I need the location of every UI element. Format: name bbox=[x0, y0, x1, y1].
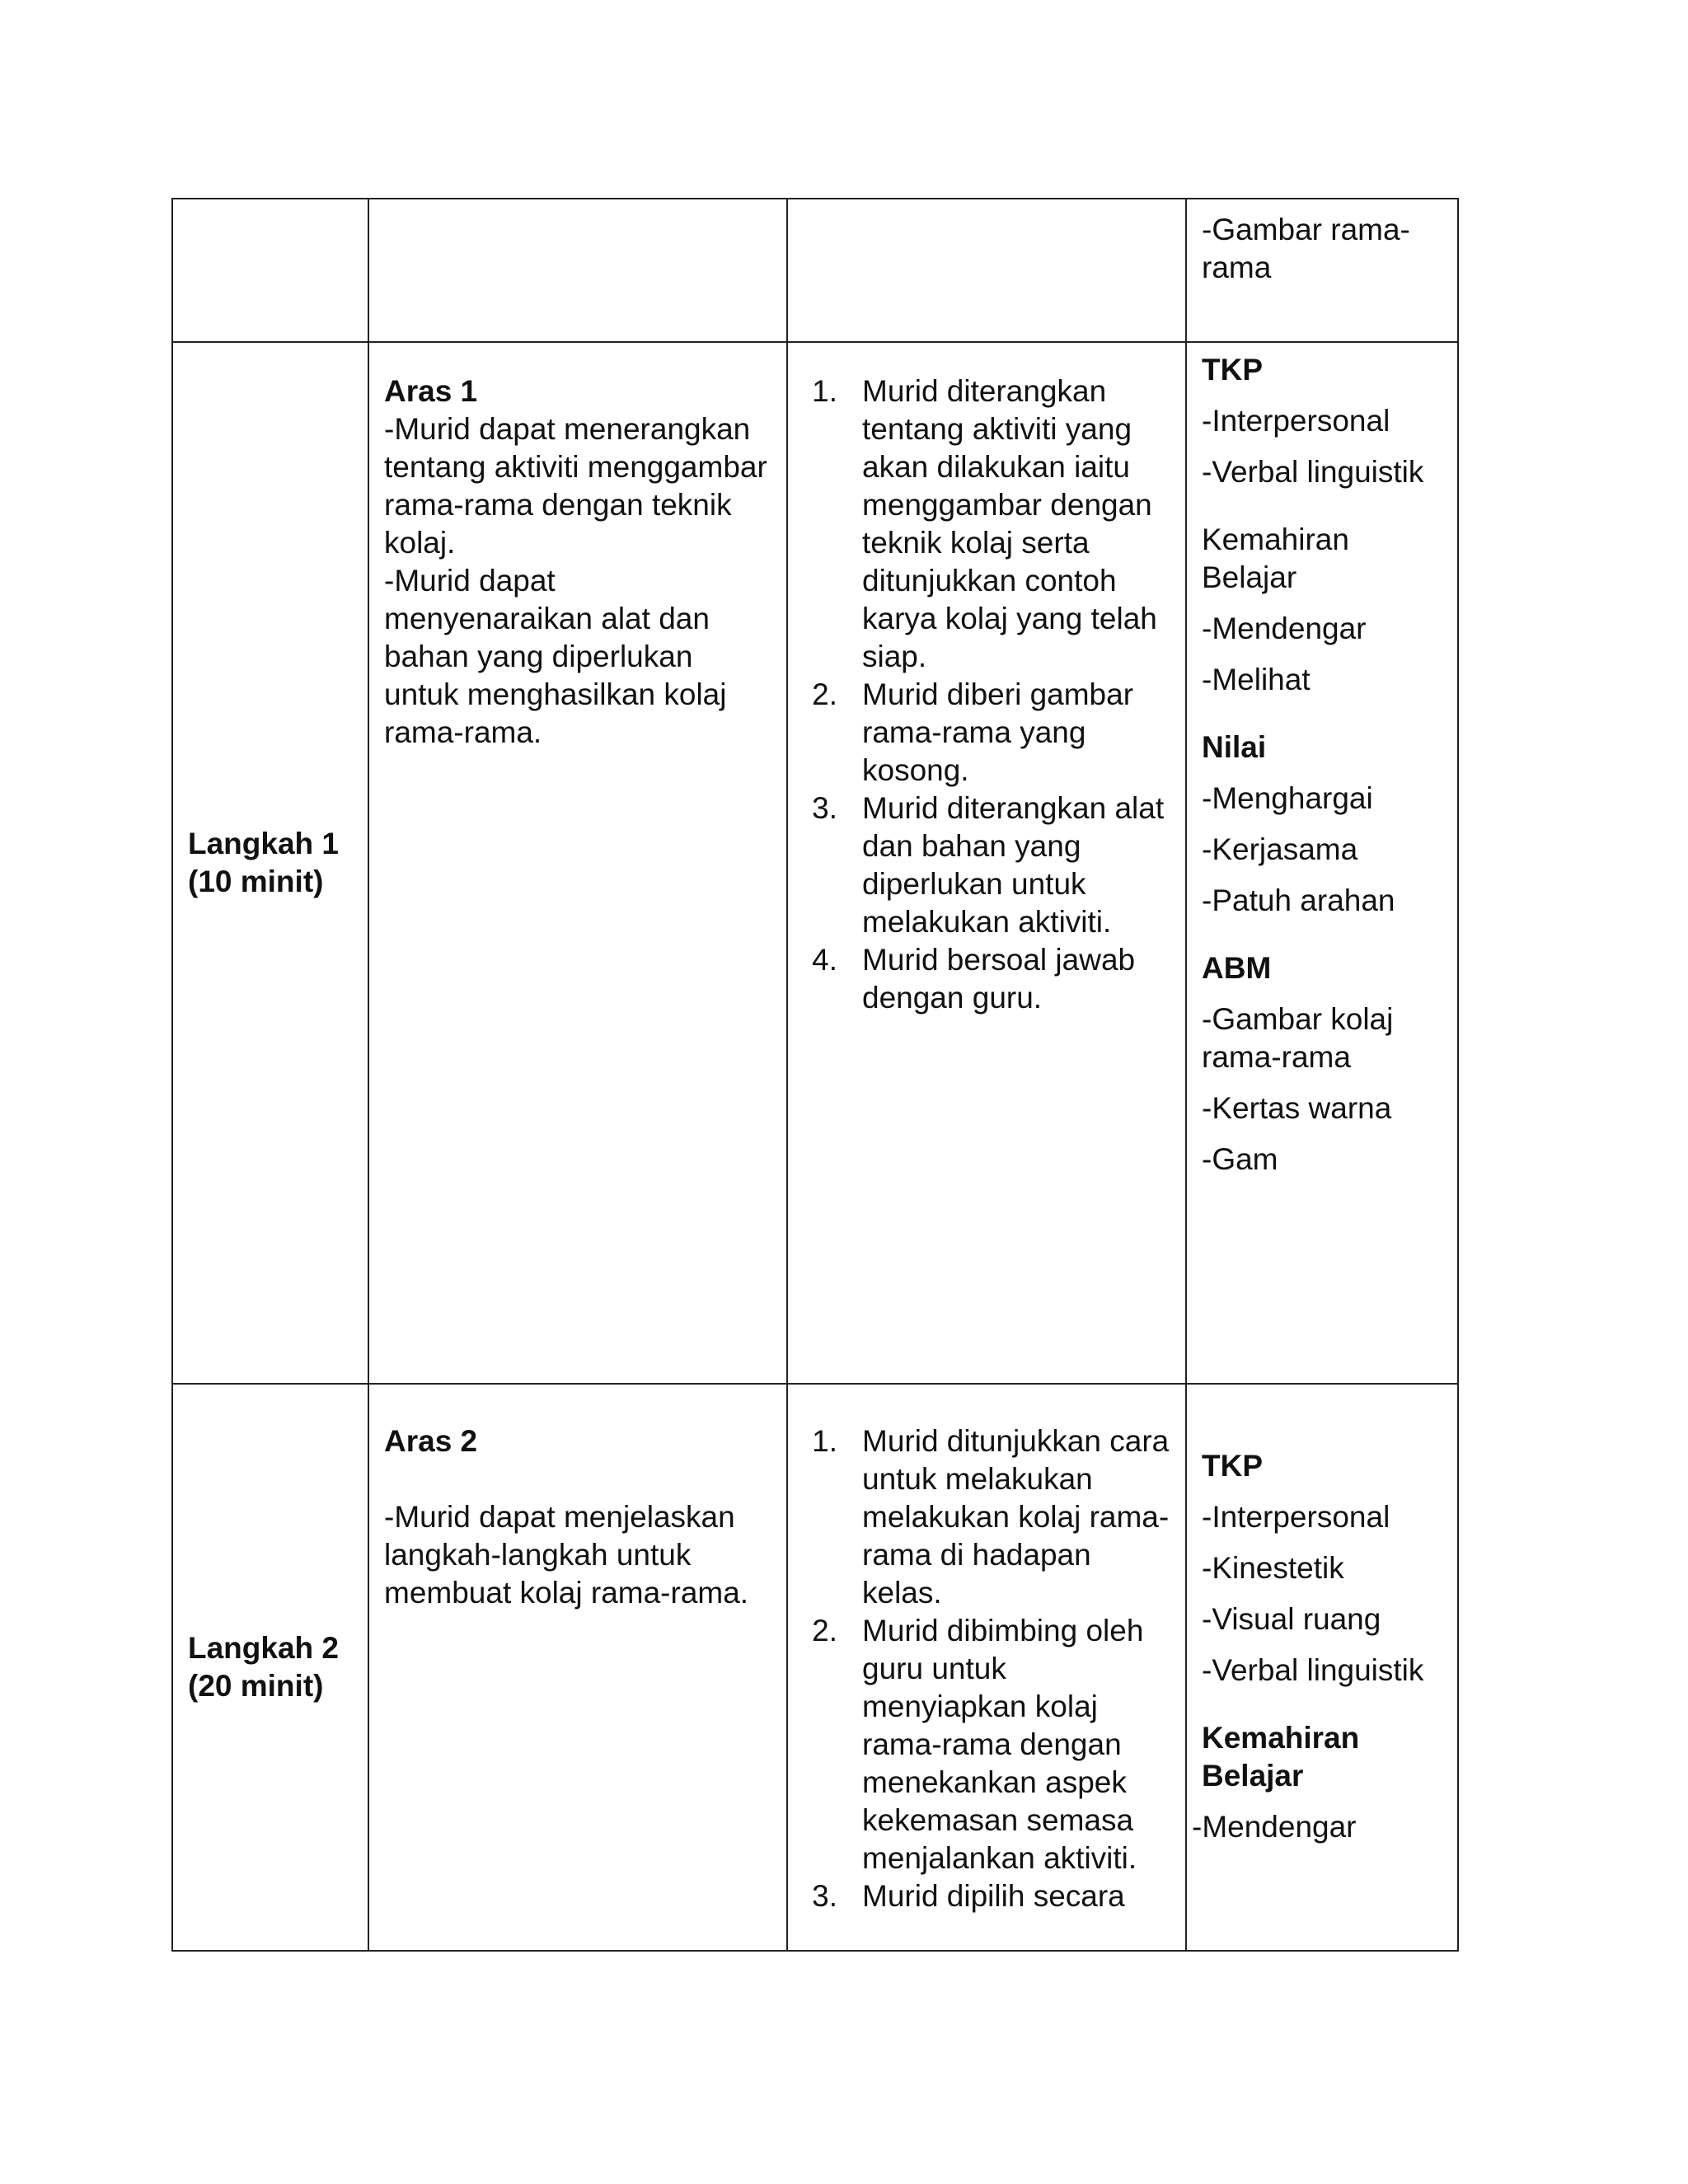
activity-cell bbox=[787, 342, 1186, 1384]
tkp-item: -Verbal linguistik bbox=[1202, 1653, 1424, 1687]
table-row bbox=[172, 1384, 1458, 1951]
tkp-item: -Interpersonal bbox=[1202, 1500, 1390, 1534]
objective-cell bbox=[368, 199, 787, 342]
list-item: 4. Murid bersoal jawab dengan guru. bbox=[812, 943, 1136, 1015]
step-name: Langkah 2 bbox=[188, 1631, 339, 1665]
list-item: 3. Murid diterangkan alat dan bahan yang diperlukan untuk melakukan aktiviti. bbox=[812, 791, 1165, 939]
kemahiran-title: Kemahiran Belajar bbox=[1202, 523, 1349, 594]
step-cell bbox=[172, 342, 368, 1384]
objective-cell bbox=[368, 1384, 787, 1951]
activity-list bbox=[788, 1422, 1179, 1915]
resource-cell bbox=[1186, 342, 1458, 1384]
kemahiran-item: -Mendengar bbox=[1202, 612, 1367, 645]
step-label bbox=[173, 1629, 368, 1705]
resource-cell bbox=[1186, 199, 1458, 342]
table-row bbox=[172, 199, 1458, 342]
nilai-title: Nilai bbox=[1202, 730, 1267, 764]
tkp-title: TKP bbox=[1202, 353, 1263, 387]
objective-item: -Murid dapat menjelaskan langkah-langkah untuk membuat kolaj rama-rama. bbox=[384, 1500, 749, 1610]
tkp-item: -Verbal linguistik bbox=[1202, 455, 1424, 489]
step-label bbox=[173, 825, 368, 901]
list-item: 1. Murid diterangkan tentang aktiviti yang akan dilakukan iaitu menggambar dengan teknik kolaj serta ditunjukkan contoh karya kolaj yang telah siap. bbox=[812, 374, 1157, 673]
objective-item: -Murid dapat menyenaraikan alat dan bahan yang diperlukan untuk menghasilkan kolaj rama-rama. bbox=[384, 564, 727, 749]
step-duration: (10 minit) bbox=[188, 865, 324, 898]
nilai-item: -Patuh arahan bbox=[1202, 883, 1395, 917]
activity-cell bbox=[787, 199, 1186, 342]
table-row bbox=[172, 342, 1458, 1384]
objective-item: -Murid dapat menerangkan tentang aktiviti menggambar rama-rama dengan teknik kolaj. bbox=[384, 412, 767, 560]
tkp-item: -Visual ruang bbox=[1202, 1602, 1381, 1636]
list-item: 2. Murid diberi gambar rama-rama yang kosong. bbox=[812, 677, 1134, 787]
nilai-item: -Menghargai bbox=[1202, 781, 1373, 815]
nilai-item: -Kerjasama bbox=[1202, 832, 1358, 866]
step-cell bbox=[172, 1384, 368, 1951]
tkp-item: -Kinestetik bbox=[1202, 1551, 1344, 1585]
objective-cell bbox=[368, 342, 787, 1384]
kemahiran-item: -Mendengar bbox=[1192, 1810, 1357, 1844]
step-duration: (20 minit) bbox=[188, 1669, 324, 1703]
abm-item: -Gambar kolaj rama-rama bbox=[1202, 1002, 1394, 1074]
tkp-item: -Interpersonal bbox=[1202, 404, 1390, 438]
objective-title: Aras 1 bbox=[384, 374, 478, 408]
list-item: 1. Murid ditunjukkan cara untuk melakukan melakukan kolaj rama-rama di hadapan kelas. bbox=[812, 1424, 1170, 1610]
abm-item: -Gam bbox=[1202, 1142, 1278, 1176]
kemahiran-title: Kemahiran Belajar bbox=[1202, 1721, 1360, 1793]
abm-item: -Kertas warna bbox=[1202, 1091, 1392, 1125]
step-name: Langkah 1 bbox=[188, 827, 339, 860]
lesson-plan-table bbox=[171, 198, 1459, 1952]
list-item: 3. Murid dipilih secara bbox=[812, 1879, 1125, 1913]
tkp-title: TKP bbox=[1202, 1449, 1263, 1483]
list-item: 2. Murid dibimbing oleh guru untuk menyiapkan kolaj rama-rama dengan menekankan aspek kekemasan semasa menjalankan aktiviti. bbox=[812, 1614, 1144, 1875]
activity-list bbox=[788, 373, 1179, 1017]
abm-title: ABM bbox=[1202, 951, 1272, 985]
kemahiran-item: -Melihat bbox=[1202, 663, 1311, 696]
objective-title: Aras 2 bbox=[384, 1424, 478, 1458]
resource-cell bbox=[1186, 1384, 1458, 1951]
activity-cell bbox=[787, 1384, 1186, 1951]
step-cell bbox=[172, 199, 368, 342]
resource-item: -Gambar rama-rama bbox=[1202, 213, 1410, 284]
